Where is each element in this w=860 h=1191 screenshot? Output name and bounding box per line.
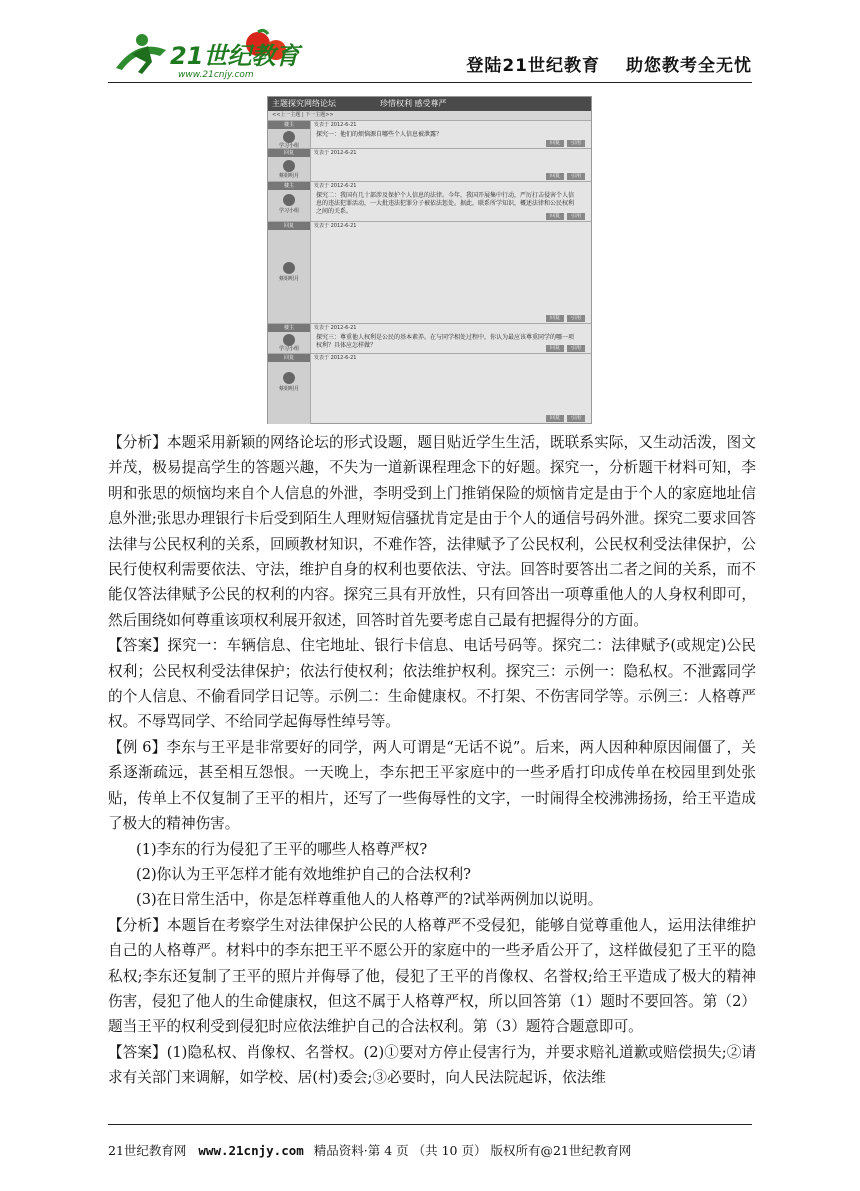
quote-button[interactable]: 引用 [567, 173, 585, 180]
avatar [283, 372, 295, 384]
forum-post [268, 120, 591, 149]
forum-post [268, 181, 591, 222]
post-role: 楼主 [268, 121, 310, 129]
reply-button[interactable]: 回复 [546, 415, 564, 422]
post-date: 发表于 2012-6-21 [314, 355, 357, 361]
page-header [108, 28, 752, 83]
page-footer [108, 1124, 752, 1159]
post-text: 探究三：尊重他人权利是公民的基本素养。在与同学相处过程中，你认为最应该尊重同学的哪一项权利？具体应怎样做？ [316, 334, 575, 349]
post-role: 楼主 [268, 324, 310, 332]
avatar [283, 160, 295, 172]
site-logo [108, 28, 308, 80]
post-date: 发表于 2012-6-21 [314, 223, 357, 229]
avatar [283, 334, 295, 346]
post-role: 回复 [268, 354, 310, 362]
avatar [283, 194, 295, 206]
post-date: 发表于 2012-6-21 [314, 183, 357, 189]
answer-paragraph-2: 【答案】(1)隐私权、肖像权、名誉权。(2)①要对方停止侵害行为，并要求赔礼道歉或赔偿损失;②请求有关部门来调解，如学校、居(村)委会;③必要时，向人民法院起诉，依法维 [108, 1043, 756, 1087]
footer-site: 21世纪教育网 [108, 1143, 187, 1158]
analysis-paragraph-2: 【分析】本题旨在考察学生对法律保护公民的人格尊严不受侵犯，能够自觉尊重他人，运用法律维护自己的人格尊严。材料中的李东把王平不愿公开的家庭中的一些矛盾公开了，这样做侵犯了王平的隐私权;李东还复制了王平的照片并侮辱了他，侵犯了王平的肖像权、名誉权;给王平造成了极大的精神伤害，侵犯了他人的生命健康权，但这不属于人格尊严权，所以回答第（1）题时不要回答。第（2）题当王平的权利受到侵犯时应依法维护自己的合法权利。第（3）题符合题意即可。 [108, 916, 756, 1036]
svg-text:www.21cnjy.com: www.21cnjy.com [178, 70, 254, 80]
footer-url[interactable]: www.21cnjy.com [198, 1143, 304, 1158]
post-role: 回复 [268, 149, 310, 157]
reply-button[interactable]: 回复 [546, 213, 564, 220]
example-paragraph: 【例 6】李东与王平是非常要好的同学，两人可谓是“无话不说”。后来，两人因种种原因闹僵了，关系逐渐疏远，甚至相互怨恨。一天晚上，李东把王平家庭中的一些矛盾打印成传单在校园里到处张贴，传单上不仅复制了王平的相片，还写了一些侮辱性的文字，一时闹得全校沸沸扬扬，给王平造成了极大的精神伤害。 [108, 738, 756, 833]
quote-button[interactable]: 引用 [567, 213, 585, 220]
post-user: 学习小组 [278, 208, 299, 214]
forum-subtitle: 珍惜权利 感受尊严 [380, 99, 447, 108]
forum-post [268, 221, 591, 324]
forum-title: 主题探究网络论坛 [272, 99, 336, 108]
reply-button[interactable]: 回复 [546, 315, 564, 322]
forum-screenshot [267, 96, 592, 424]
question-3: (3)在日常生活中，你是怎样尊重他人的人格尊严的?试举两例加以说明。 [136, 891, 603, 909]
quote-button[interactable]: 引用 [567, 140, 585, 147]
post-user: 蔡姐明月 [278, 173, 299, 179]
analysis-paragraph: 【分析】本题采用新颖的网络论坛的形式设题，题目贴近学生生活，既联系实际，又生动活泼，图文并茂，极易提高学生的答题兴趣，不失为一道新课程理念下的好题。探究一，分析题干材料可知，李明和张思的烦恼均来自个人信息的外泄，李明受到上门推销保险的烦恼肯定是由于个人的家庭地址信息外泄;张思办理银行卡后受到陌生人理财短信骚扰肯定是由于个人的通信号码外泄。探究二要求回答法律与公民权利的关系，回顾教材知识，不难作答，法律赋予了公民权利，公民权利受法律保护，公民行使权利需要依法、守法，维护自身的权利也要依法、守法。回答时要答出二者之间的关系，而不能仅答法律赋予公民的权利的内容。探究三具有开放性，只有回答出一项尊重他人的人身权利即可，然后围绕如何尊重该项权利展开叙述，回答时首先要考虑自己最有把握得分的方面。 [108, 434, 756, 629]
svg-text:21世纪教育: 21世纪教育 [170, 42, 300, 70]
question-1: (1)李东的行为侵犯了王平的哪些人格尊严权? [136, 840, 428, 858]
post-user: 学习小组 [278, 143, 299, 149]
post-role: 楼主 [268, 182, 310, 190]
slogan-left: 登陆21世纪教育 [466, 56, 600, 76]
post-user: 蔡姐明月 [278, 276, 299, 282]
post-role: 回复 [268, 222, 310, 230]
forum-nav: <<上一主题 | 下一主题>> [268, 111, 591, 120]
footer-info: 精品资料·第 4 页 （共 10 页） 版权所有@21世纪教育网 [313, 1143, 632, 1158]
avatar [283, 262, 295, 274]
quote-button[interactable]: 引用 [567, 345, 585, 352]
avatar [283, 131, 295, 143]
header-slogan [440, 51, 752, 76]
forum-title-bar [268, 97, 591, 111]
post-date: 发表于 2012-6-21 [314, 325, 357, 331]
post-text: 探究二：我国有几十部涉及保护个人信息的法律。今年，我国开展集中行动，严厉打击侵害个人信息的违法犯罪活动，一大批违法犯罪分子被依法惩处。据此，联系所学知识，概述法律和公民权利之间的关系。 [316, 192, 575, 215]
post-date: 发表于 2012-6-21 [314, 150, 357, 156]
forum-post [268, 353, 591, 424]
reply-button[interactable]: 回复 [546, 345, 564, 352]
post-date: 发表于 2012-6-21 [314, 122, 357, 128]
post-user: 学习小组 [278, 346, 299, 352]
forum-post [268, 323, 591, 354]
reply-button[interactable]: 回复 [546, 173, 564, 180]
document-body [108, 430, 756, 1091]
quote-button[interactable]: 引用 [567, 315, 585, 322]
slogan-right: 助您教考全无忧 [626, 56, 752, 76]
forum-post [268, 148, 591, 182]
post-user: 蔡姐明月 [278, 386, 299, 392]
question-2: (2)你认为王平怎样才能有效地维护自己的合法权利? [136, 865, 471, 883]
post-text: 探究一：他们的烦恼源自哪些个人信息被泄露？ [316, 131, 443, 138]
answer-paragraph: 【答案】探究一：车辆信息、住宅地址、银行卡信息、电话号码等。探究二：法律赋予(或规定)公民权利；公民权利受法律保护；依法行使权利；依法维护权利。探究三：示例一：隐私权。不泄露同学的个人信息、不偷看同学日记等。示例二：生命健康权。不打架、不伤害同学等。示例三：人格尊严权。不辱骂同学、不给同学起侮辱性绰号等。 [108, 637, 756, 731]
quote-button[interactable]: 引用 [567, 415, 585, 422]
reply-button[interactable]: 回复 [546, 140, 564, 147]
